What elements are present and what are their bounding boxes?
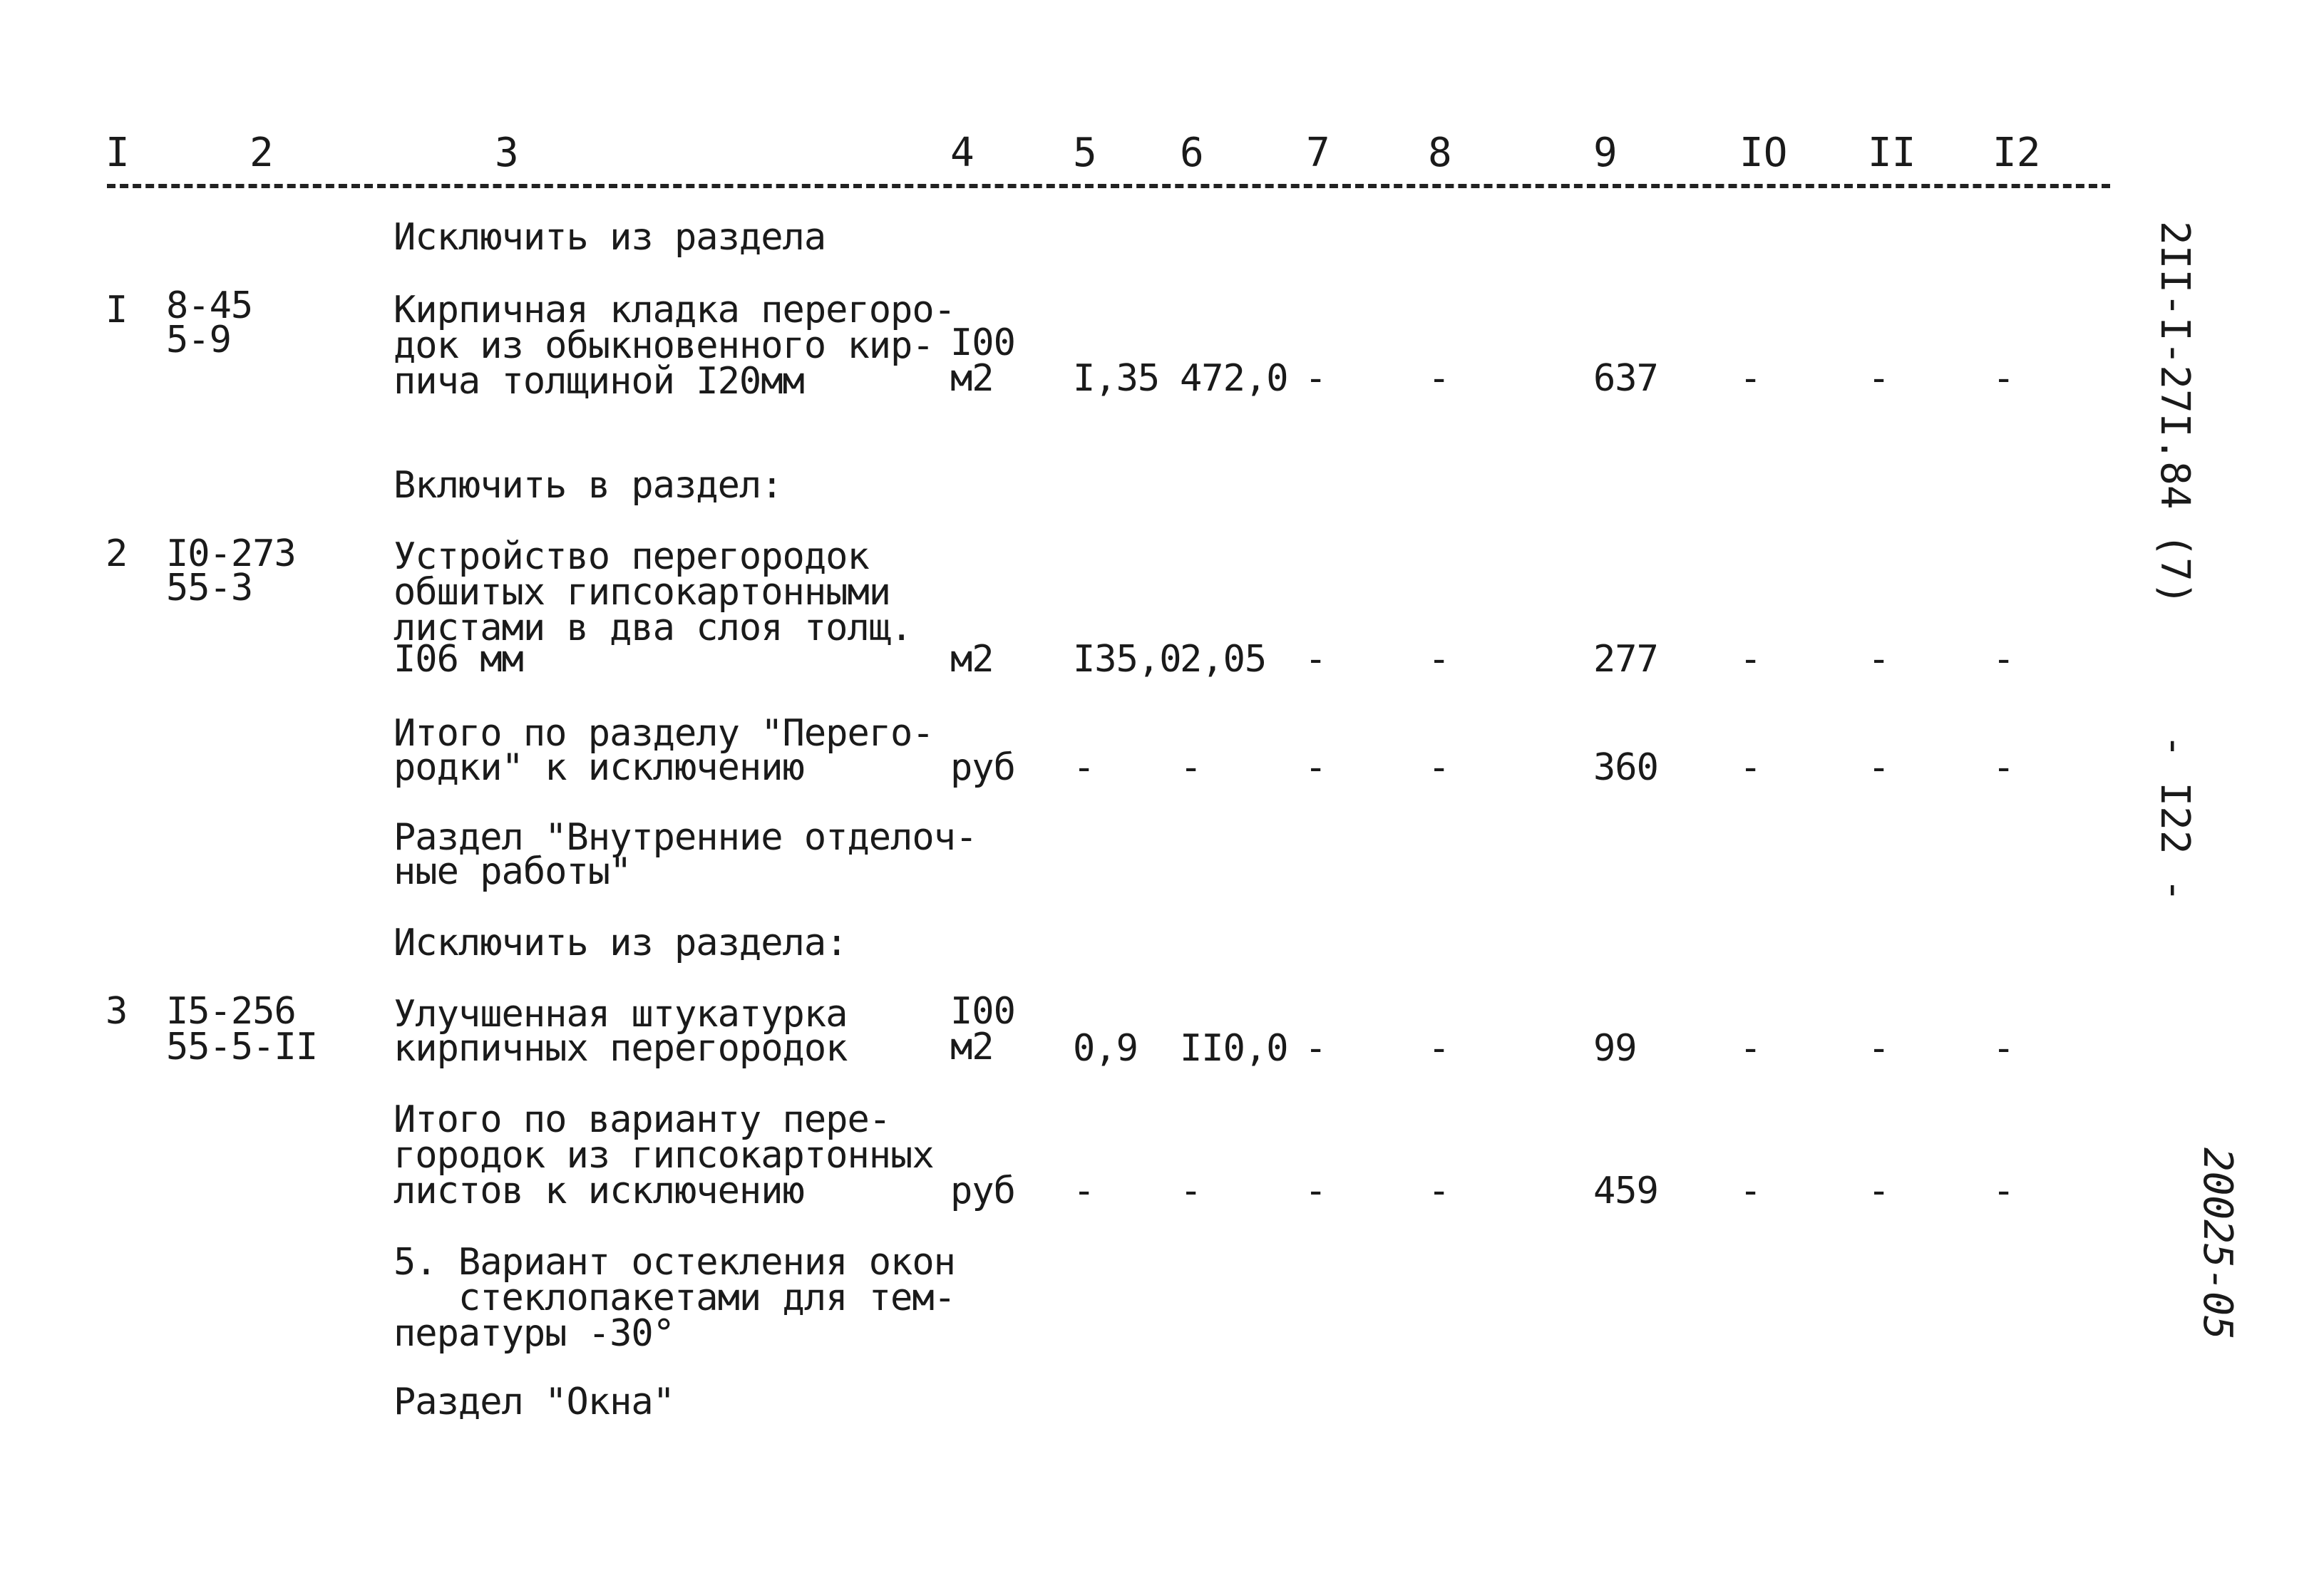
cell-col7: -	[1305, 357, 1327, 400]
section-heading: пературы -30°	[394, 1312, 674, 1355]
cell-col10: -	[1739, 1027, 1762, 1070]
row-number: 3	[106, 990, 128, 1033]
cell-col12: -	[1993, 357, 2015, 400]
col-header-2: 2	[250, 130, 274, 176]
section-exclude-1: Исключить из раздела	[394, 216, 826, 259]
section-heading: ные работы"	[394, 850, 632, 893]
norm-code: I5-256	[166, 990, 296, 1033]
description-line: пича толщиной I20мм	[394, 360, 804, 403]
cell-col11: -	[1868, 638, 1890, 681]
description-line: городок из гипсокартонных	[394, 1134, 934, 1177]
description-line: I06 мм	[394, 638, 523, 681]
description-line: кирпичных перегородок	[394, 1027, 848, 1070]
cell-col6: II0,0	[1180, 1027, 1288, 1070]
unit: м2	[950, 1026, 994, 1068]
section-exclude-2: Исключить из раздела:	[394, 922, 848, 964]
cell-col5: 0,9	[1073, 1027, 1138, 1070]
col-header-12: I2	[1993, 130, 2041, 176]
cell-col5: -	[1073, 746, 1095, 789]
norm-code: 8-45	[166, 284, 253, 327]
row-number: 2	[106, 532, 128, 575]
cell-col5: I,35	[1073, 357, 1160, 400]
cell-col7: -	[1305, 1027, 1327, 1070]
cell-col7: -	[1305, 1170, 1327, 1212]
cell-col9: 637	[1593, 357, 1658, 400]
cell-col6: 472,0	[1180, 357, 1288, 400]
price-code: 55-3	[166, 567, 253, 609]
col-header-6: 6	[1180, 130, 1204, 176]
cell-col9: 277	[1593, 638, 1658, 681]
description-line: Итого по варианту пере-	[394, 1098, 891, 1141]
norm-code: I0-273	[166, 532, 296, 575]
description-line: листов к исключению	[394, 1170, 804, 1212]
col-header-5: 5	[1073, 130, 1097, 176]
cell-col8: -	[1428, 746, 1450, 789]
section-include: Включить в раздел:	[394, 464, 783, 507]
unit: руб	[950, 746, 1015, 789]
col-header-7: 7	[1306, 130, 1330, 176]
cell-col12: -	[1993, 1170, 2015, 1212]
unit: м2	[950, 357, 994, 400]
cell-col5: -	[1073, 1170, 1095, 1212]
section-heading: Раздел "Внутренние отделоч-	[394, 816, 977, 859]
cell-col12: -	[1993, 638, 2015, 681]
header-divider	[107, 184, 2110, 188]
description-line: Улучшенная штукатурка	[394, 993, 848, 1036]
cell-col12: -	[1993, 1027, 2015, 1070]
cell-col12: -	[1993, 746, 2015, 789]
col-header-4: 4	[950, 130, 975, 176]
cell-col8: -	[1428, 1027, 1450, 1070]
description-line: Кирпичная кладка перегоро-	[394, 289, 955, 331]
description-line: листами в два слоя толщ.	[394, 607, 912, 649]
price-code: 5-9	[166, 319, 231, 361]
unit-quantity: I00	[950, 321, 1015, 364]
col-header-3: 3	[495, 130, 519, 176]
document-code: 2II-I-27I.84 (7)	[2151, 221, 2198, 606]
cell-col11: -	[1868, 1170, 1890, 1212]
description-line: Устройство перегородок	[394, 535, 869, 578]
price-code: 55-5-II	[166, 1026, 318, 1068]
cell-col10: -	[1739, 638, 1762, 681]
cell-col7: -	[1305, 746, 1327, 789]
unit: руб	[950, 1170, 1015, 1212]
cell-col8: -	[1428, 1170, 1450, 1212]
section-windows: Раздел "Окна"	[394, 1381, 674, 1423]
col-header-9: 9	[1593, 130, 1618, 176]
cell-col9: 360	[1593, 746, 1658, 789]
description-line: родки" к исключению	[394, 746, 804, 789]
cell-col11: -	[1868, 357, 1890, 400]
row-number: I	[106, 289, 128, 331]
cell-col6: -	[1180, 746, 1202, 789]
col-header-10: IO	[1739, 130, 1788, 176]
cell-col11: -	[1868, 1027, 1890, 1070]
cell-col7: -	[1305, 638, 1327, 681]
cell-col10: -	[1739, 357, 1762, 400]
page-number: - I22 -	[2151, 734, 2198, 903]
cell-col9: 459	[1593, 1170, 1658, 1212]
cell-col9: 99	[1593, 1027, 1637, 1070]
archive-stamp: 20025-05	[2194, 1148, 2241, 1340]
unit-quantity: I00	[950, 990, 1015, 1033]
cell-col6: 2,05	[1180, 638, 1267, 681]
cell-col10: -	[1739, 1170, 1762, 1212]
col-header-1: I	[106, 130, 130, 176]
description-line: Итого по разделу "Перего-	[394, 712, 934, 755]
cell-col5: I35,0	[1073, 638, 1181, 681]
cell-col11: -	[1868, 746, 1890, 789]
unit: м2	[950, 638, 994, 681]
cell-col10: -	[1739, 746, 1762, 789]
section-heading: стеклопакетами для тем-	[394, 1277, 955, 1319]
cell-col8: -	[1428, 638, 1450, 681]
cell-col8: -	[1428, 357, 1450, 400]
cell-col6: -	[1180, 1170, 1202, 1212]
description-line: док из обыкновенного кир-	[394, 324, 934, 367]
section-heading: 5. Вариант остекления окон	[394, 1241, 955, 1284]
col-header-11: II	[1868, 130, 1916, 176]
description-line: обшитых гипсокартонными	[394, 571, 891, 614]
col-header-8: 8	[1428, 130, 1452, 176]
